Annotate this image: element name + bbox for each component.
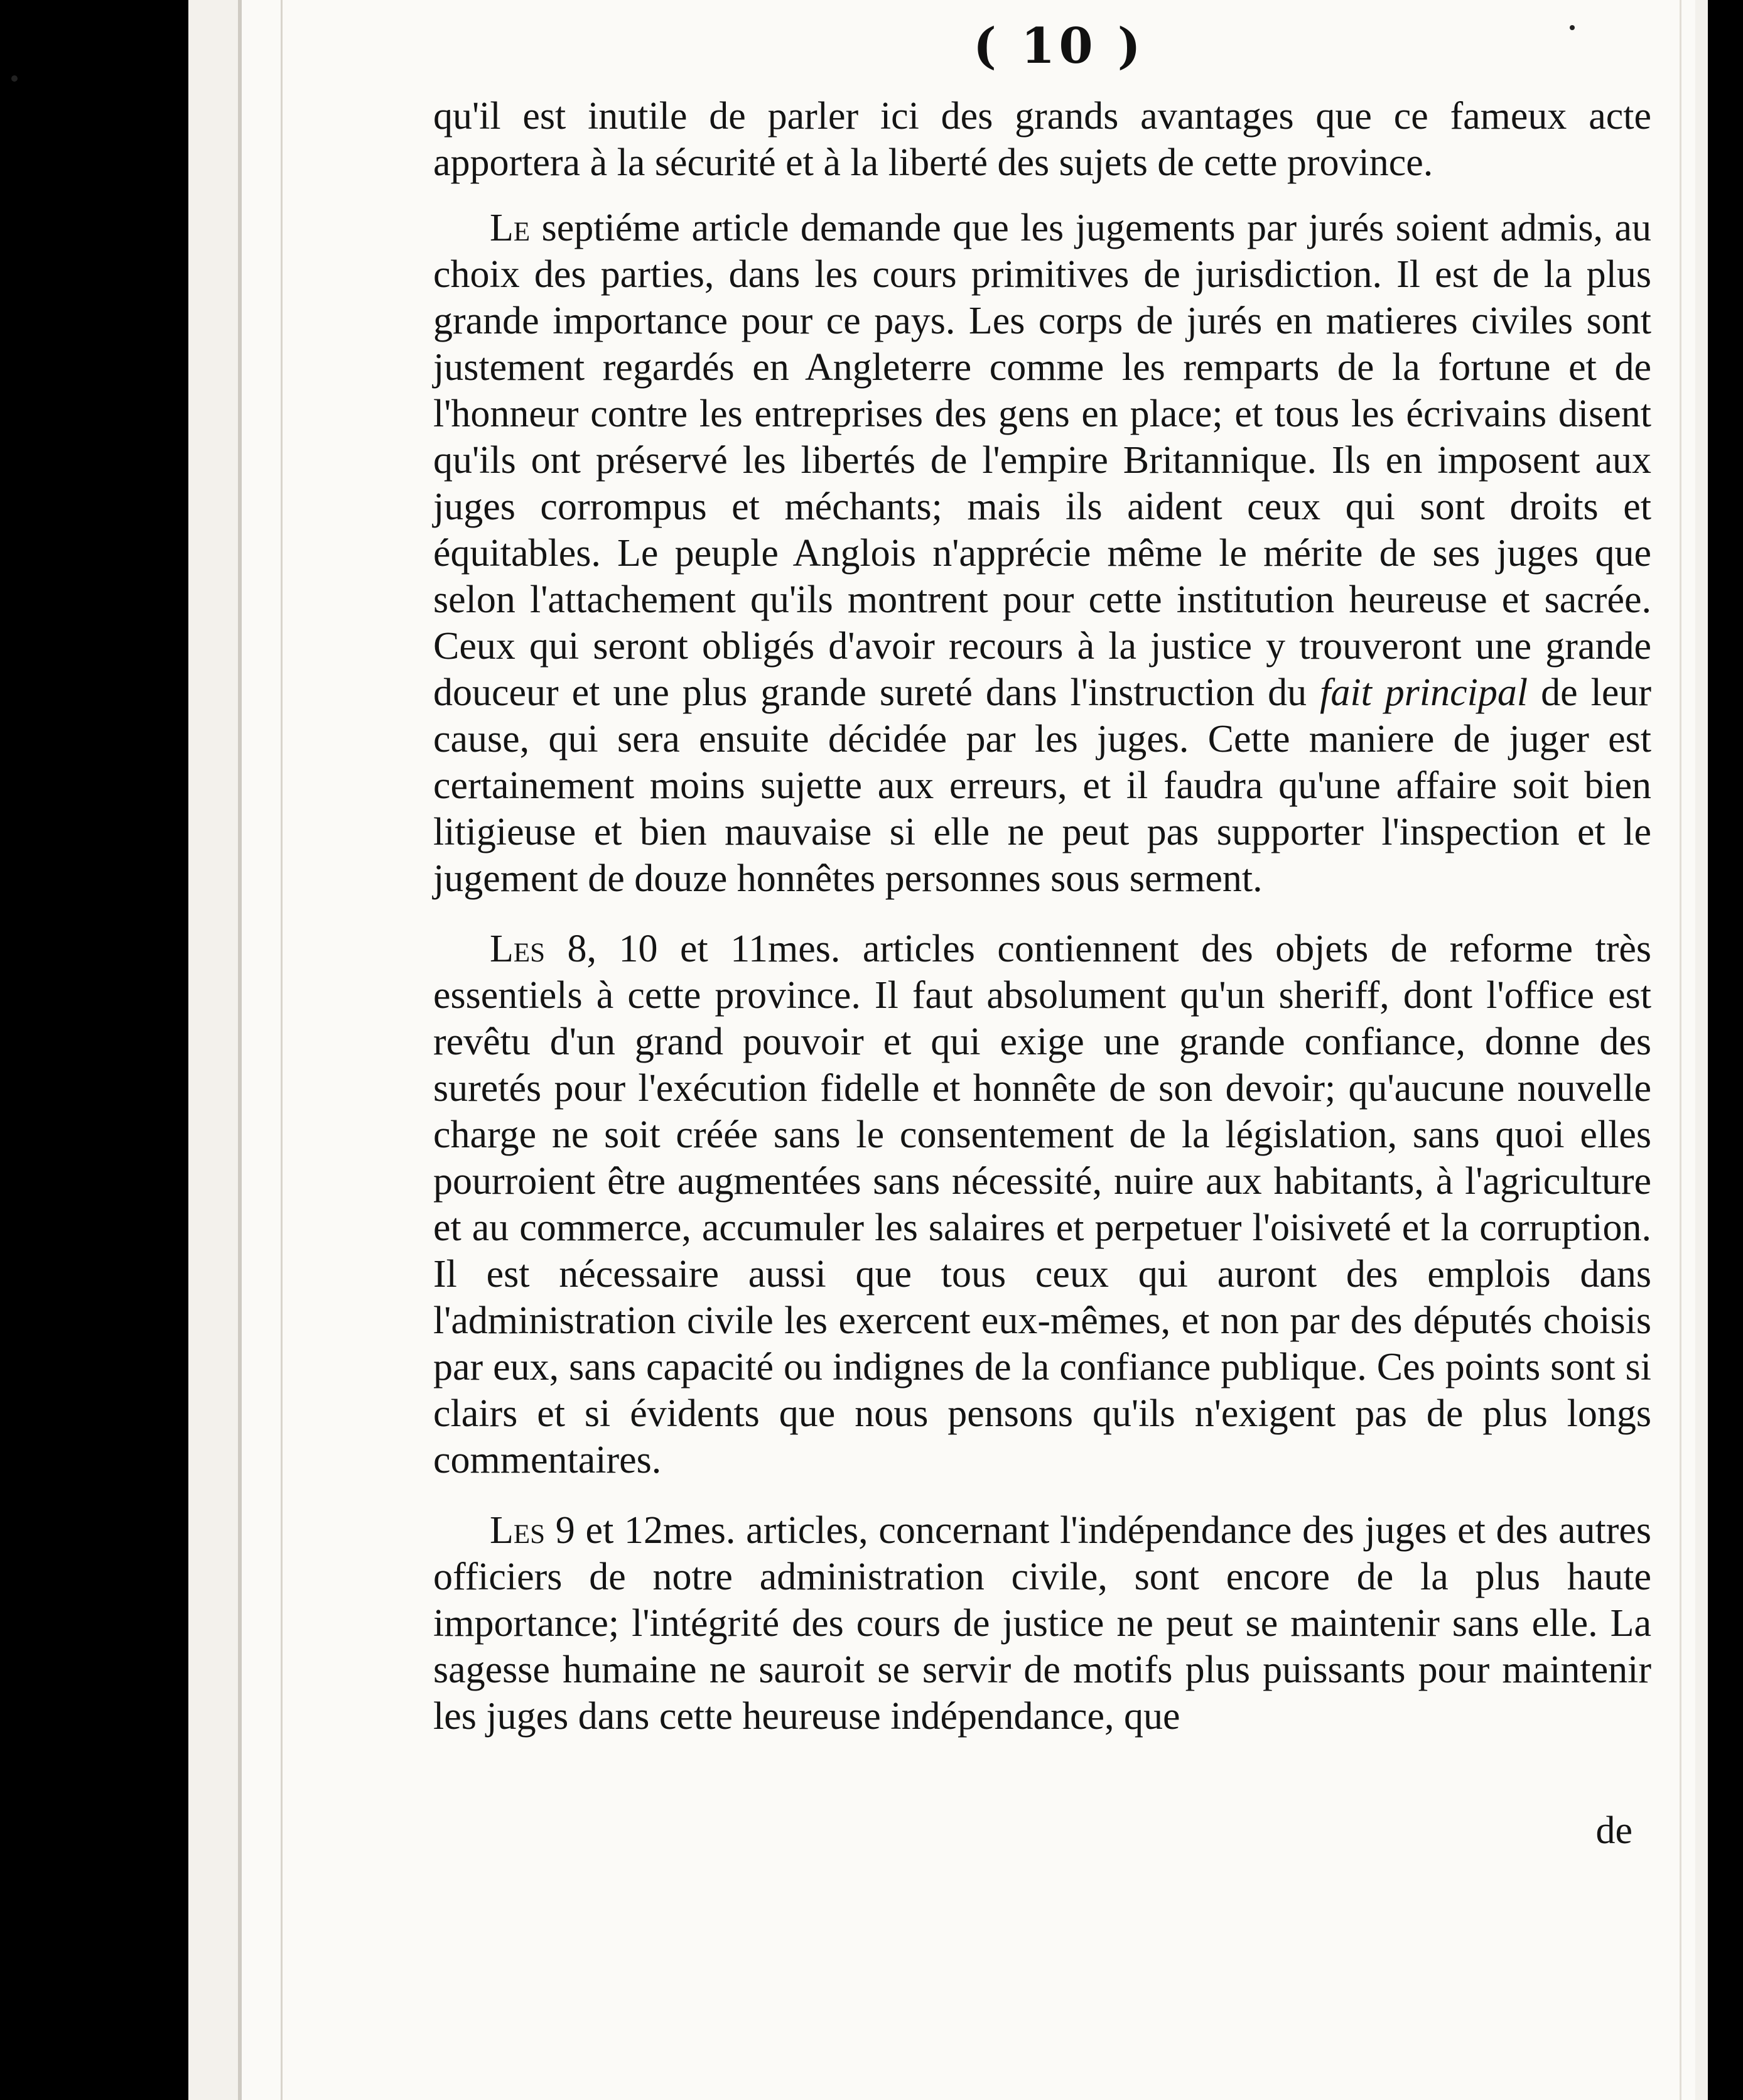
paragraph-2-text: septiéme article demande que les jugements par jurés soient admis, au choix des parties, dans les cours primitives de jurisdiction. Il est de la plus grande importance pour ce pays. Les corps de jurés en matieres civiles sont justement regardés en Angleterre comme les remparts de la fortune et de l'honneur contre les entreprises des gens en place; et tous les écrivains disent qu'ils ont préservé les libertés de l'empire Britannique. Ils en imposent aux juges corrompus et méchants; mais ils aident ceux qui sont droits et équitables. Le peuple Anglois n'apprécie même le mérite de ses juges que selon l'attachement qu'ils montrent pour cette institution heureuse et sacrée. Ceux qui seront obligés d'avoir recours à la justice y trouveront une grande douceur et une plus grande sureté dans l'instruction du [433, 207, 1651, 714]
paragraph-3 [433, 926, 1651, 1483]
paragraph-4-text: 9 et 12mes. articles, concernant l'indépendance des juges et des autres officiers de notre administration civile, sont encore de la plus haute importance; l'intégrité des cours de justice ne peut se maintenir sans elle. La sagesse humaine ne sauroit se servir de motifs plus puissants pour maintenir les juges dans cette heureuse indépendance, que [433, 1509, 1651, 1738]
paragraph-2-italic: fait principal [1320, 671, 1528, 714]
paragraph-4-lead: Les [490, 1509, 546, 1552]
body-text [433, 93, 1651, 1758]
catchword: de [1595, 1809, 1632, 1852]
paragraph-3-text: 8, 10 et 11mes. articles contiennent des objets de reforme très essentiels à cette province. Il faut absolument qu'un sheriff, dont l'office est revêtu d'un grand pouvoir et qui exige une grande confiance, donne des suretés pour l'exécution fidelle et honnête de son devoir; qu'aucune nouvelle charge ne soit créée sans le consentement de la législation, sans quoi elles pourroient être augmentées sans nécessité, nuire aux habitants, à l'agriculture et au commerce, accumuler les salaires et perpetuer l'oisiveté et la corruption. Il est nécessaire aussi que tous ceux qui auront des emplois dans l'administration civile les exercent eux-mêmes, et non par des députés choisis par eux, sans capacité ou indignes de la confiance publique. Ces points sont si clairs et si évidents que nous pensons qu'ils n'exigent pas de plus longs commentaires. [433, 928, 1651, 1481]
paragraph-4 [433, 1507, 1651, 1740]
scan-speck [1570, 25, 1575, 30]
scan-speck [11, 75, 18, 82]
paragraph-1 [433, 93, 1651, 186]
paragraph-2-tail: de leur cause, qui sera ensuite décidée par les juges. Cette maniere de juger est certainement moins sujette aux erreurs, et il faudra qu'une affaire soit bien litigieuse et bien mauvaise si elle ne peut pas supporter l'inspection et le jugement de douze honnêtes personnes sous serment. [433, 671, 1651, 900]
paragraph-2 [433, 205, 1651, 902]
paragraph-3-lead: Les [490, 928, 546, 970]
page-number: ( 10 ) [973, 18, 1145, 75]
page-edge-line [281, 0, 283, 2100]
paragraph-2-lead: Le [490, 207, 531, 249]
page-edge-line-right [1680, 0, 1681, 2100]
paragraph-1-text: qu'il est inutile de parler ici des grands avantages que ce fameux acte apportera à la sécurité et à la liberté des sujets de cette province. [433, 95, 1651, 184]
